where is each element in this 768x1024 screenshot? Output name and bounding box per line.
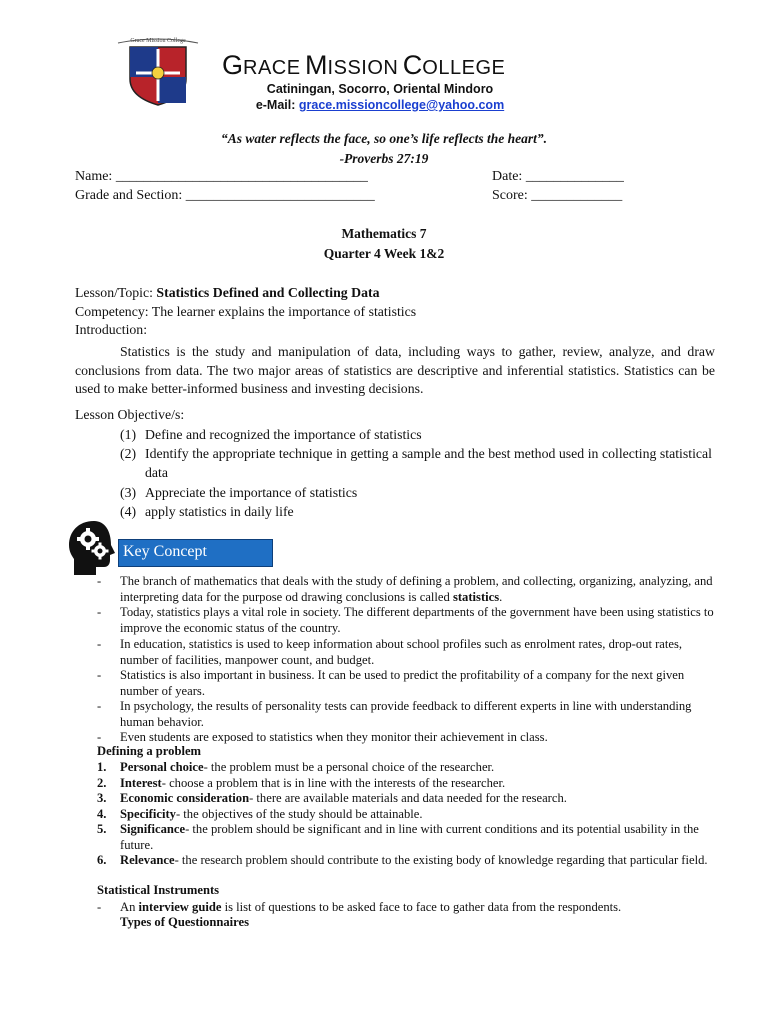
introduction-label: Introduction: [75,322,148,337]
seal-text: Grace Mission College [130,38,186,44]
objective-item: (4) apply statistics in daily life [120,504,294,519]
quote-source: -Proverbs 27:19 [339,151,429,166]
college-address: Catiningan, Socorro, Oriental Mindoro [266,82,494,96]
statistical-instruments-heading: Statistical Instruments [97,883,220,897]
lesson-topic: Lesson/Topic: Statistics Defined and Collecting Data [75,285,380,300]
key-concept-bullet: - Statistics is also important in business. It can be used to predict the profitability of a company for the next given number of years. [97,668,685,698]
college-seal [116,37,200,107]
defining-problem-heading: Defining a problem [97,744,202,758]
key-concept-bullet: - Today, statistics plays a vital role in society. The different departments of the government have been using statistics to improve the economic status of the country. [97,605,714,635]
quote-text: “As water reflects the face, so one’s life reflects the heart”. [221,131,547,146]
objective-item: (3) Appreciate the importance of statistics [120,485,358,500]
key-concept-bullet: - Even students are exposed to statistics when they monitor their achievement in class. [97,730,548,744]
college-name: GRACE MISSION COLLEGE [222,50,506,80]
objective-item: (2) Identify the appropriate technique in getting a sample and the best method used in collecting statistical data [120,446,712,480]
key-concept-bullet: - In education, statistics is used to keep information about school profiles such as enrolment rates, drop-out rates, number of facilities, manpower count, and budget. [97,637,683,667]
email-link[interactable]: grace.missioncollege@yahoo.com [298,98,505,112]
key-concept-banner [118,539,273,567]
objective-item: (1) Define and recognized the importance of statistics [120,427,422,442]
defining-item: 1. Personal choice- the problem must be a personal choice of the researcher. [97,760,495,774]
key-concept-bullet: - In psychology, the results of personality tests can provide feedback to different experts in line with understanding human behavior. [97,699,692,729]
objectives-label: Lesson Objective/s: [75,407,185,422]
types-of-questionnaires-heading: Types of Questionnaires [120,915,249,929]
name-field: Name: ____________________________________ [75,169,368,184]
defining-item: 2. Interest- choose a problem that is in line with the interests of the researcher. [97,776,506,790]
key-concept-bullet: - The branch of mathematics that deals with the study of defining a problem, and collecting, organizing, analyzing, and interpreting data for the purpose od drawing conclusions is called statistics. [97,574,713,604]
instruments-bullet: - An interview guide is list of questions to be asked face to face to gather data from the respondents. [97,900,622,914]
grade-section-field: Grade and Section: ___________________________ [75,188,375,203]
defining-item: 3. Economic consideration- there are available materials and data needed for the research. [97,791,567,805]
defining-item: 5. Significance- the problem should be significant and in line with current conditions and its potential usability in the future. [97,822,699,852]
email-label: e-Mail: [255,98,299,112]
subject-quarter: Quarter 4 Week 1&2 [323,246,445,261]
key-concept-title: Key Concept [123,543,207,560]
college-email-line [230,98,530,112]
head-gears-icon [66,519,122,577]
subject-title: Mathematics 7 [341,226,427,241]
score-field: Score: _____________ [492,188,623,203]
defining-item: 4. Specificity- the objectives of the study should be attainable. [97,807,423,821]
date-field: Date: ______________ [492,169,624,184]
introduction-text: Statistics is the study and manipulation of data, including ways to gather, review, analyze, and draw conclusions from data. The two major areas of statistics are descriptive and inferential statistics. Statistics can be used to make better-informed business and investing decisions. [75,344,715,396]
defining-item: 6. Relevance- the research problem should contribute to the existing body of knowledge regarding that particular field. [97,853,708,867]
competency: Competency: The learner explains the importance of statistics [75,304,417,319]
